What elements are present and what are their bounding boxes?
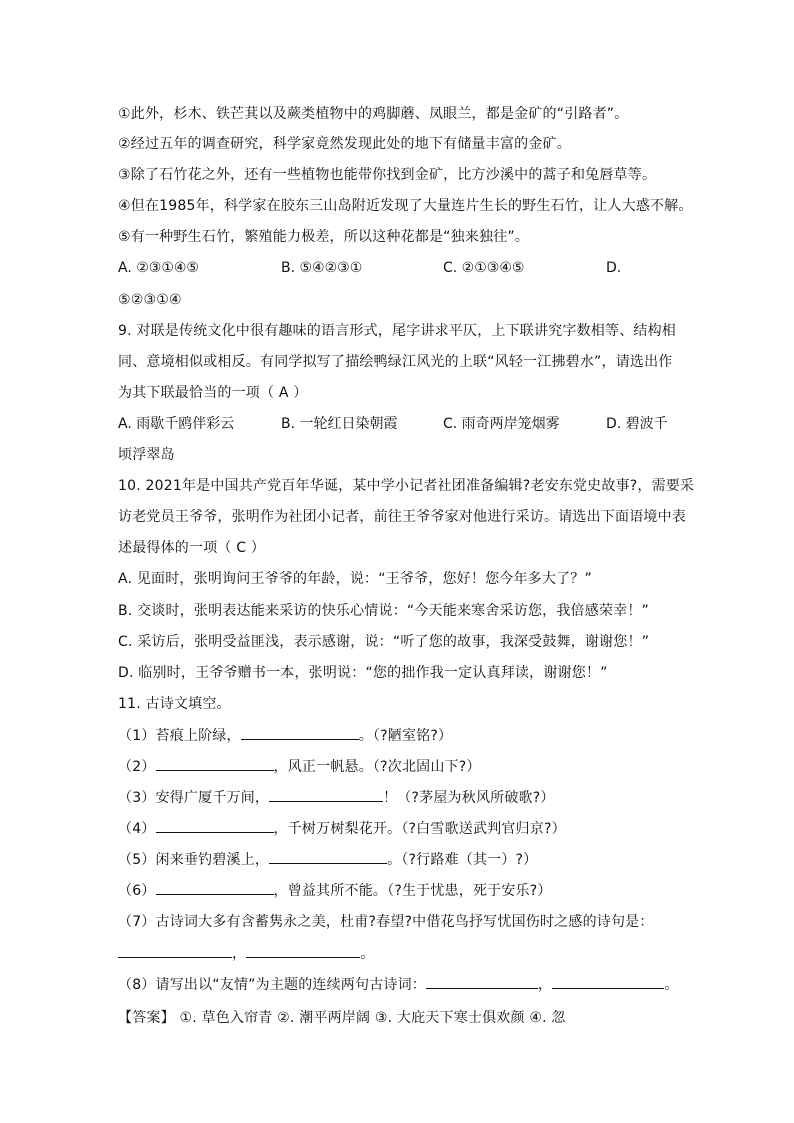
q11-item-6-suffix: ，曾益其所不能。（?生于忧患，死于安乐?） (273, 883, 552, 899)
q9-option-d: D. 碧波千 (606, 416, 668, 432)
q11-item-3-prefix: （3）安得广厦千万间， (118, 790, 270, 806)
q8-sentence-3: ③除了石竹花之外，还有一些植物也能带你找到金矿，比方沙溪中的蒿子和兔唇草等。 (118, 167, 657, 183)
q11-item-6-prefix: （6） (118, 883, 156, 899)
q11-item-4 (118, 818, 566, 838)
q11-item-4-blank (156, 818, 274, 833)
q11-item-5-blank (269, 849, 387, 864)
q10-option-c: C. 采访后，张明受益匪浅，表示感谢，说：“听了您的故事，我深受鼓舞，谢谢您！” (118, 634, 650, 650)
q8-option-b: B. ⑤④②③① (281, 260, 363, 276)
q11-item-3 (118, 787, 555, 807)
q8-option-d: D. (606, 260, 622, 276)
q10-option-b: B. 交谈时，张明表达能来采访的快乐心情说：“今天能来寒舍采访您，我倍感荣幸！” (118, 603, 650, 619)
q11-item-8-blank-2 (552, 974, 664, 989)
q11-item-7-blank-1 (118, 943, 232, 958)
q11-item-4-suffix: ，千树万树梨花开。（?白雪歌送武判官归京?） (273, 821, 566, 837)
q11-item-8-end: 。 (664, 977, 679, 993)
q11-item-8-separator: ， (538, 977, 553, 993)
q11-item-6 (118, 880, 552, 900)
q8-option-c: C. ②①③④⑤ (443, 260, 525, 276)
q11-item-2-prefix: （2） (118, 759, 156, 775)
q9-option-b: B. 一轮红日染朝霞 (281, 416, 398, 432)
q11-item-5-suffix: 。（?行路难（其一）?） (387, 852, 538, 868)
q11-item-7-blank-2 (246, 943, 360, 958)
q8-option-a: A. ②③①④⑤ (118, 260, 199, 276)
q11-item-6-blank (156, 880, 274, 895)
q10-stem-line-2: 访老党员王爷爷，张明作为社团小记者，前往王爷爷家对他进行采访。请选出下面语境中表 (118, 509, 686, 525)
q11-item-1-prefix: （1）苔痕上阶绿， (118, 728, 241, 744)
q8-sentence-4: ④但在1985年，科学家在胶东三山岛附近发现了大量连片生长的野生石竹，让人大惑不解。 (118, 198, 693, 214)
q11-item-8 (118, 974, 678, 994)
q11-item-2-blank (156, 756, 274, 771)
q11-item-7-end: 。 (360, 946, 375, 962)
q8-sentence-5: ⑤有一种野生石竹，繁殖能力极差，所以这种花都是“独来独往”。 (118, 229, 530, 245)
q9-option-d-continued: 顷浮翠岛 (118, 447, 175, 463)
q11-answer: 【答案】 ①. 草色入帘青 ②. 潮平两岸阔 ③. 大庇天下寒士俱欢颜 ④. 忽 (118, 1010, 566, 1026)
q8-sentence-1: ①此外，杉木、铁芒萁以及蕨类植物中的鸡脚蘑、凤眼兰，都是金矿的“引路者”。 (118, 106, 629, 122)
q9-stem-line-3: 为其下联最恰当的一项（ A ） (118, 385, 308, 401)
q9-option-c: C. 雨奇两岸笼烟雾 (443, 416, 560, 432)
q8-option-d-continued: ⑤②③①④ (118, 292, 182, 308)
q10-option-d: D. 临别时，王爷爷赠书一本，张明说：“您的拙作我一定认真拜读，谢谢您！” (118, 665, 608, 681)
q11-item-3-blank (269, 787, 383, 802)
q11-item-5 (118, 849, 537, 869)
q11-item-8-prefix: （8）请写出以“友情”为主题的连续两句古诗词： (118, 977, 427, 993)
q11-item-1-suffix: 。（?陋室铭?） (358, 728, 453, 744)
q11-item-1-blank (241, 725, 359, 740)
q11-item-7-answer-line (118, 943, 374, 963)
q11-item-3-suffix: ！（?茅屋为秋风所破歌?） (383, 790, 555, 806)
q9-stem-line-1: 9. 对联是传统文化中很有趣味的语言形式，尾字讲求平仄，上下联讲究字数相等、结构相 (118, 323, 677, 339)
q10-option-a: A. 见面时，张明询问王爷爷的年龄，说：“王爷爷，您好！您今年多大了？” (118, 571, 592, 587)
q8-sentence-2: ②经过五年的调查研究，科学家竟然发现此处的地下有储量丰富的金矿。 (118, 136, 571, 152)
q9-option-a: A. 雨歇千鸥伴彩云 (118, 416, 235, 432)
q11-item-7-separator: ， (232, 946, 247, 962)
q9-stem-line-2: 同、意境相似或相反。有同学拟写了描绘鸭绿江风光的上联“风轻一江拂碧水”，请选出作 (118, 354, 673, 370)
q10-stem-line-1: 10. 2021年是中国共产党百年华诞，某中学小记者社团准备编辑?老安东党史故事?，需要采 (118, 478, 695, 494)
q11-item-5-prefix: （5）闲来垂钓碧溪上， (118, 852, 270, 868)
q11-item-2 (118, 756, 481, 776)
q10-stem-line-3: 述最得体的一项（ C ） (118, 540, 266, 556)
q11-item-7-stem: （7）古诗词大多有含蓄隽永之美，杜甫?春望?中借花鸟抒写忧国伤时之感的诗句是： (118, 914, 654, 930)
q11-title: 11. 古诗文填空。 (118, 696, 231, 712)
q11-item-1 (118, 725, 452, 745)
q11-item-4-prefix: （4） (118, 821, 156, 837)
q11-item-2-suffix: ，风正一帆悬。（?次北固山下?） (273, 759, 481, 775)
q11-item-8-blank-1 (426, 974, 538, 989)
